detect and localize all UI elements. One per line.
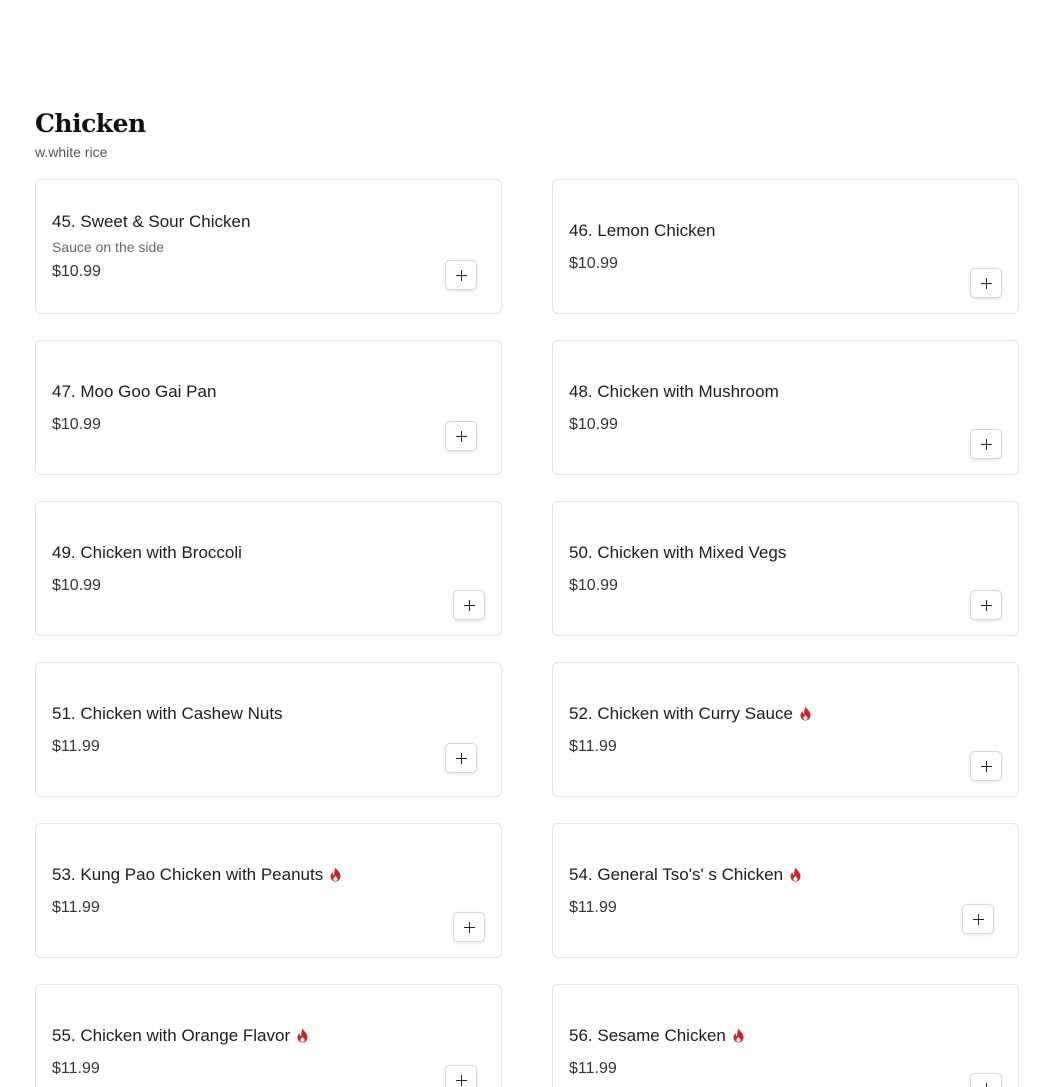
menu-item-name-text: 47. Moo Goo Gai Pan — [52, 381, 217, 401]
menu-item-name-text: 48. Chicken with Mushroom — [569, 381, 779, 401]
section-title: Chicken — [35, 109, 146, 138]
menu-item-name-text: 56. Sesame Chicken — [569, 1025, 726, 1045]
menu-item-price: $10.99 — [52, 263, 101, 280]
menu-item-body — [52, 824, 431, 957]
add-item-button[interactable] — [453, 912, 485, 942]
menu-item-body — [569, 824, 948, 957]
add-item-button[interactable] — [970, 429, 1002, 459]
add-item-button[interactable] — [445, 260, 477, 290]
menu-item-body — [52, 502, 431, 635]
plus-icon — [981, 761, 992, 772]
plus-icon — [981, 439, 992, 450]
menu-item-name-text: 46. Lemon Chicken — [569, 220, 716, 240]
menu-item-name — [569, 703, 948, 725]
menu-item-price: $11.99 — [52, 898, 100, 916]
menu-item-name-text: 55. Chicken with Orange Flavor — [52, 1025, 291, 1045]
menu-item-name-text: 52. Chicken with Curry Sauce — [569, 703, 793, 723]
add-item-button[interactable] — [445, 421, 477, 451]
menu-item-name — [569, 542, 948, 564]
menu-item-name — [569, 864, 948, 886]
menu-item-body — [569, 502, 948, 635]
add-item-button[interactable] — [970, 590, 1002, 620]
menu-item-name — [52, 1025, 431, 1047]
plus-icon — [981, 1083, 992, 1087]
menu-item-name — [52, 381, 431, 403]
section-subtitle: w.white rice — [35, 144, 108, 160]
menu-item-card[interactable] — [35, 823, 502, 958]
menu-item-name-text: 50. Chicken with Mixed Vegs — [569, 542, 787, 562]
menu-item-name-text: 53. Kung Pao Chicken with Peanuts — [52, 864, 324, 884]
menu-item-body — [52, 341, 431, 474]
menu-item-price: $10.99 — [569, 576, 618, 594]
menu-item-body — [569, 985, 948, 1087]
menu-item-body — [52, 663, 431, 796]
menu-item-body — [569, 180, 948, 313]
menu-item-price: $11.99 — [569, 737, 617, 755]
add-item-button[interactable] — [970, 1073, 1002, 1087]
spicy-flame-icon — [329, 867, 342, 882]
menu-item-card[interactable] — [552, 823, 1019, 958]
spicy-flame-icon — [732, 1028, 745, 1043]
section-header — [35, 108, 146, 161]
add-item-button[interactable] — [962, 904, 994, 934]
add-item-button[interactable] — [445, 743, 477, 773]
menu-item-name-text: 51. Chicken with Cashew Nuts — [52, 703, 283, 723]
spicy-flame-icon — [799, 706, 812, 721]
plus-icon — [981, 278, 992, 289]
plus-icon — [456, 431, 467, 442]
menu-item-body — [569, 663, 948, 796]
add-item-button[interactable] — [970, 268, 1002, 298]
plus-icon — [981, 600, 992, 611]
menu-item-price: $10.99 — [569, 254, 618, 272]
menu-item-card[interactable] — [35, 179, 502, 314]
menu-item-name — [52, 542, 431, 564]
add-item-button[interactable] — [445, 1065, 477, 1087]
plus-icon — [973, 914, 984, 925]
menu-item-name — [569, 220, 948, 242]
menu-item-card[interactable] — [552, 662, 1019, 797]
menu-item-card[interactable] — [35, 984, 502, 1087]
plus-icon — [456, 753, 467, 764]
plus-icon — [456, 270, 467, 281]
spicy-flame-icon — [789, 867, 802, 882]
menu-item-name — [52, 864, 431, 886]
menu-item-body — [569, 341, 948, 474]
menu-item-card[interactable] — [35, 340, 502, 475]
menu-item-price: $11.99 — [569, 1059, 617, 1077]
plus-icon — [464, 600, 475, 611]
menu-item-price: $10.99 — [52, 576, 101, 594]
menu-item-price: $11.99 — [52, 737, 100, 755]
menu-item-name-text: 54. General Tso's' s Chicken — [569, 864, 784, 884]
menu-item-description: Sauce on the side — [52, 239, 165, 255]
menu-item-card[interactable] — [35, 662, 502, 797]
menu-item-name — [52, 211, 431, 233]
add-item-button[interactable] — [453, 590, 485, 620]
plus-icon — [456, 1075, 467, 1086]
menu-item-price: $10.99 — [52, 415, 101, 433]
plus-icon — [464, 922, 475, 933]
menu-item-name — [52, 703, 431, 725]
menu-item-name — [569, 381, 948, 403]
menu-item-price: $11.99 — [569, 898, 617, 916]
spicy-flame-icon — [296, 1028, 309, 1043]
menu-item-card[interactable] — [552, 501, 1019, 636]
menu-item-price: $10.99 — [569, 415, 618, 433]
menu-item-card[interactable] — [552, 340, 1019, 475]
menu-item-card[interactable] — [35, 501, 502, 636]
menu-item-card[interactable] — [552, 179, 1019, 314]
menu-item-body — [52, 985, 431, 1087]
menu-item-card[interactable] — [552, 984, 1019, 1087]
menu-item-name — [569, 1025, 948, 1047]
menu-item-body — [52, 180, 431, 313]
menu-item-price: $11.99 — [52, 1059, 100, 1077]
menu-item-name-text: 45. Sweet & Sour Chicken — [52, 212, 251, 231]
add-item-button[interactable] — [970, 751, 1002, 781]
menu-item-name-text: 49. Chicken with Broccoli — [52, 542, 242, 562]
